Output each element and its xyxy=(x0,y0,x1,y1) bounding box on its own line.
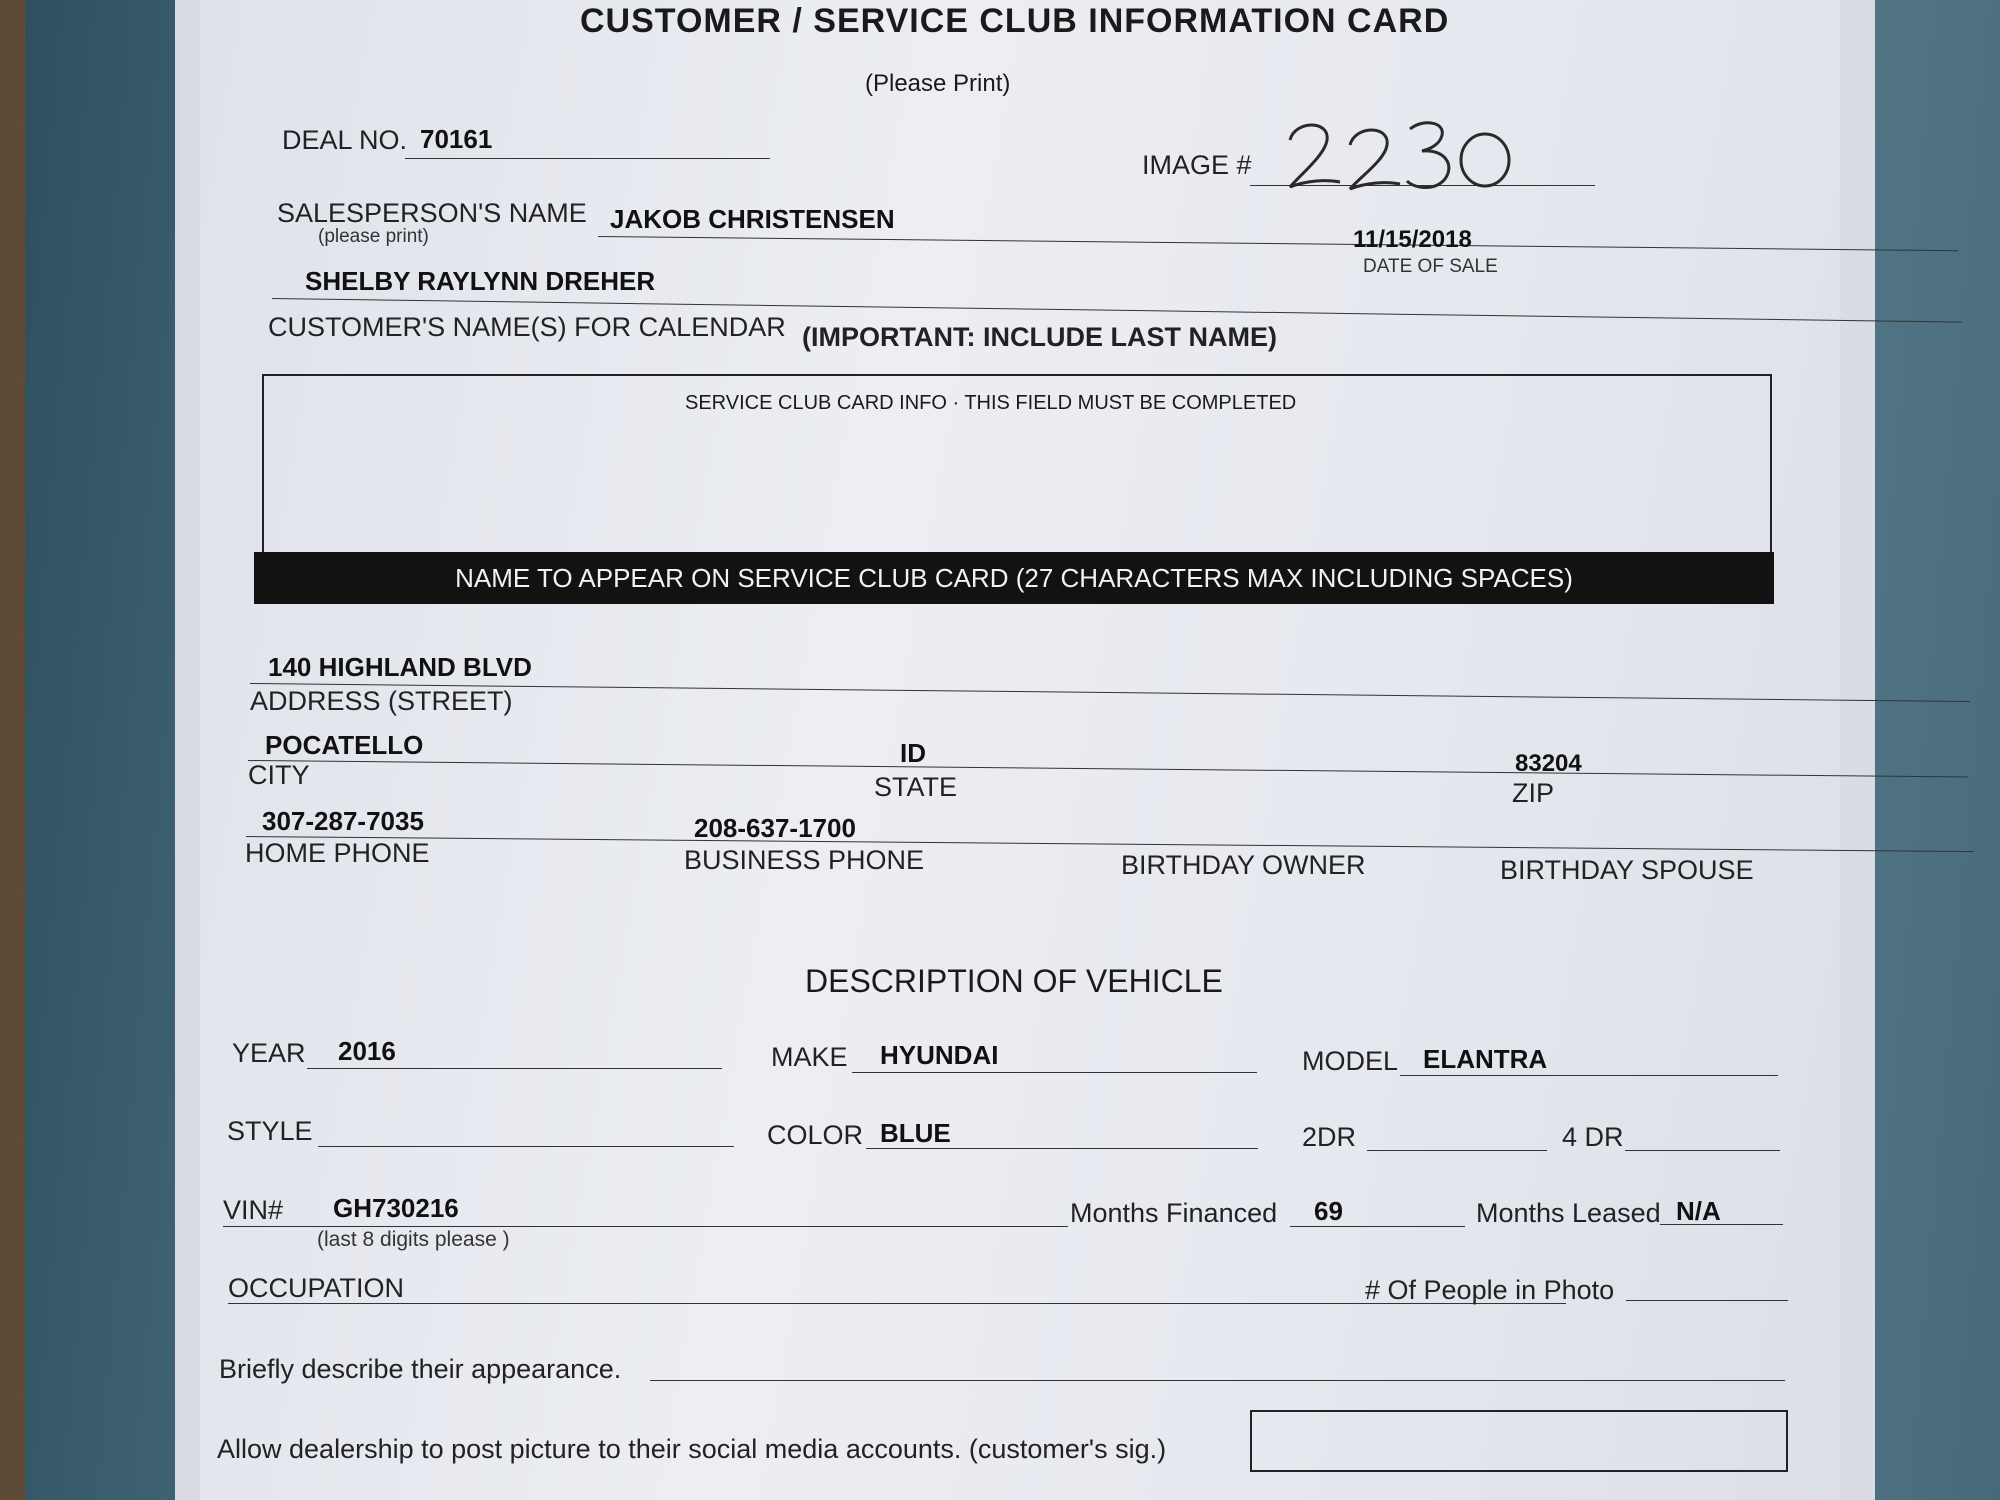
color-value[interactable]: BLUE xyxy=(880,1118,951,1148)
occupation-label: OCCUPATION xyxy=(228,1273,405,1303)
make-label: MAKE xyxy=(771,1042,848,1072)
salesperson-line xyxy=(598,236,1958,251)
people-in-photo-label: # Of People in Photo xyxy=(1365,1275,1615,1305)
form-title: CUSTOMER / SERVICE CLUB INFORMATION CARD xyxy=(580,2,1450,40)
salesperson-label: SALESPERSON'S NAME xyxy=(277,198,587,228)
birthday-spouse-label: BIRTHDAY SPOUSE xyxy=(1500,855,1754,885)
months-leased-value[interactable]: N/A xyxy=(1676,1196,1721,1226)
months-financed-value[interactable]: 69 xyxy=(1314,1196,1343,1226)
city-state-zip-line xyxy=(248,760,1968,778)
two-door-label: 2DR xyxy=(1302,1122,1357,1152)
birthday-owner-label: BIRTHDAY OWNER xyxy=(1121,850,1366,880)
handwritten-image-number[interactable] xyxy=(1285,115,1515,195)
address-value[interactable]: 140 HIGHLAND BLVD xyxy=(268,652,532,682)
image-no-label: IMAGE # xyxy=(1142,150,1252,180)
please-print-note: (Please Print) xyxy=(865,70,1011,97)
appearance-label: Briefly describe their appearance. xyxy=(219,1354,622,1384)
four-door-label: 4 DR xyxy=(1562,1122,1624,1152)
make-value[interactable]: HYUNDAI xyxy=(880,1040,999,1070)
appearance-line xyxy=(650,1380,1785,1381)
year-line xyxy=(307,1068,722,1069)
home-phone-value[interactable]: 307-287-7035 xyxy=(262,806,424,836)
customer-signature-box[interactable] xyxy=(1250,1410,1788,1472)
months-leased-line xyxy=(1660,1224,1783,1225)
city-value[interactable]: POCATELLO xyxy=(265,730,424,760)
months-leased-label: Months Leased xyxy=(1476,1198,1661,1228)
model-label: MODEL xyxy=(1302,1046,1399,1076)
two-door-line xyxy=(1367,1150,1547,1151)
months-financed-label: Months Financed xyxy=(1070,1198,1278,1228)
deal-no-label: DEAL NO. xyxy=(282,125,408,155)
vin-line xyxy=(223,1226,1068,1227)
months-financed-line xyxy=(1290,1226,1465,1227)
zip-value[interactable]: 83204 xyxy=(1515,750,1582,777)
four-door-line xyxy=(1625,1150,1780,1151)
business-phone-label: BUSINESS PHONE xyxy=(684,845,925,875)
customer-name-important: (IMPORTANT: INCLUDE LAST NAME) xyxy=(802,322,1277,352)
service-club-name-bar: NAME TO APPEAR ON SERVICE CLUB CARD (27 CHARACTERS MAX INCLUDING SPACES) xyxy=(254,552,1774,604)
style-line xyxy=(318,1146,734,1147)
salesperson-value[interactable]: JAKOB CHRISTENSEN xyxy=(610,204,895,234)
color-line xyxy=(866,1148,1258,1149)
model-value[interactable]: ELANTRA xyxy=(1423,1044,1548,1074)
deal-no-line xyxy=(405,158,770,159)
business-phone-value[interactable]: 208-637-1700 xyxy=(694,813,856,843)
year-value[interactable]: 2016 xyxy=(338,1036,396,1066)
information-card-sheet xyxy=(200,0,1840,1500)
customer-name-value[interactable]: SHELBY RAYLYNN DREHER xyxy=(305,266,656,296)
state-value[interactable]: ID xyxy=(900,738,926,768)
social-media-label: Allow dealership to post picture to their social media accounts. (customer's sig.) xyxy=(217,1434,1167,1464)
home-phone-label: HOME PHONE xyxy=(245,838,430,868)
customer-name-label: CUSTOMER'S NAME(S) FOR CALENDAR xyxy=(268,312,786,342)
zip-label: ZIP xyxy=(1512,778,1555,808)
vin-label: VIN# xyxy=(223,1195,284,1225)
model-line xyxy=(1400,1075,1778,1076)
color-label: COLOR xyxy=(767,1120,864,1150)
phone-birthday-line xyxy=(246,836,1974,852)
salesperson-sublabel: (please print) xyxy=(318,226,429,247)
city-label: CITY xyxy=(248,760,310,790)
people-in-photo-line xyxy=(1626,1300,1788,1301)
service-club-box-label: SERVICE CLUB CARD INFO · THIS FIELD MUST BE COMPLETED xyxy=(685,392,1297,414)
address-label: ADDRESS (STREET) xyxy=(250,686,513,716)
state-label: STATE xyxy=(874,772,958,802)
style-label: STYLE xyxy=(227,1116,313,1146)
vin-note: (last 8 digits please ) xyxy=(317,1228,510,1251)
vehicle-section-title: DESCRIPTION OF VEHICLE xyxy=(805,963,1223,999)
date-of-sale-label: DATE OF SALE xyxy=(1363,256,1498,277)
date-of-sale-value[interactable]: 11/15/2018 xyxy=(1353,226,1472,253)
year-label: YEAR xyxy=(232,1038,306,1068)
make-line xyxy=(852,1072,1257,1073)
vin-value[interactable]: GH730216 xyxy=(333,1193,459,1223)
deal-no-value[interactable]: 70161 xyxy=(420,124,493,154)
